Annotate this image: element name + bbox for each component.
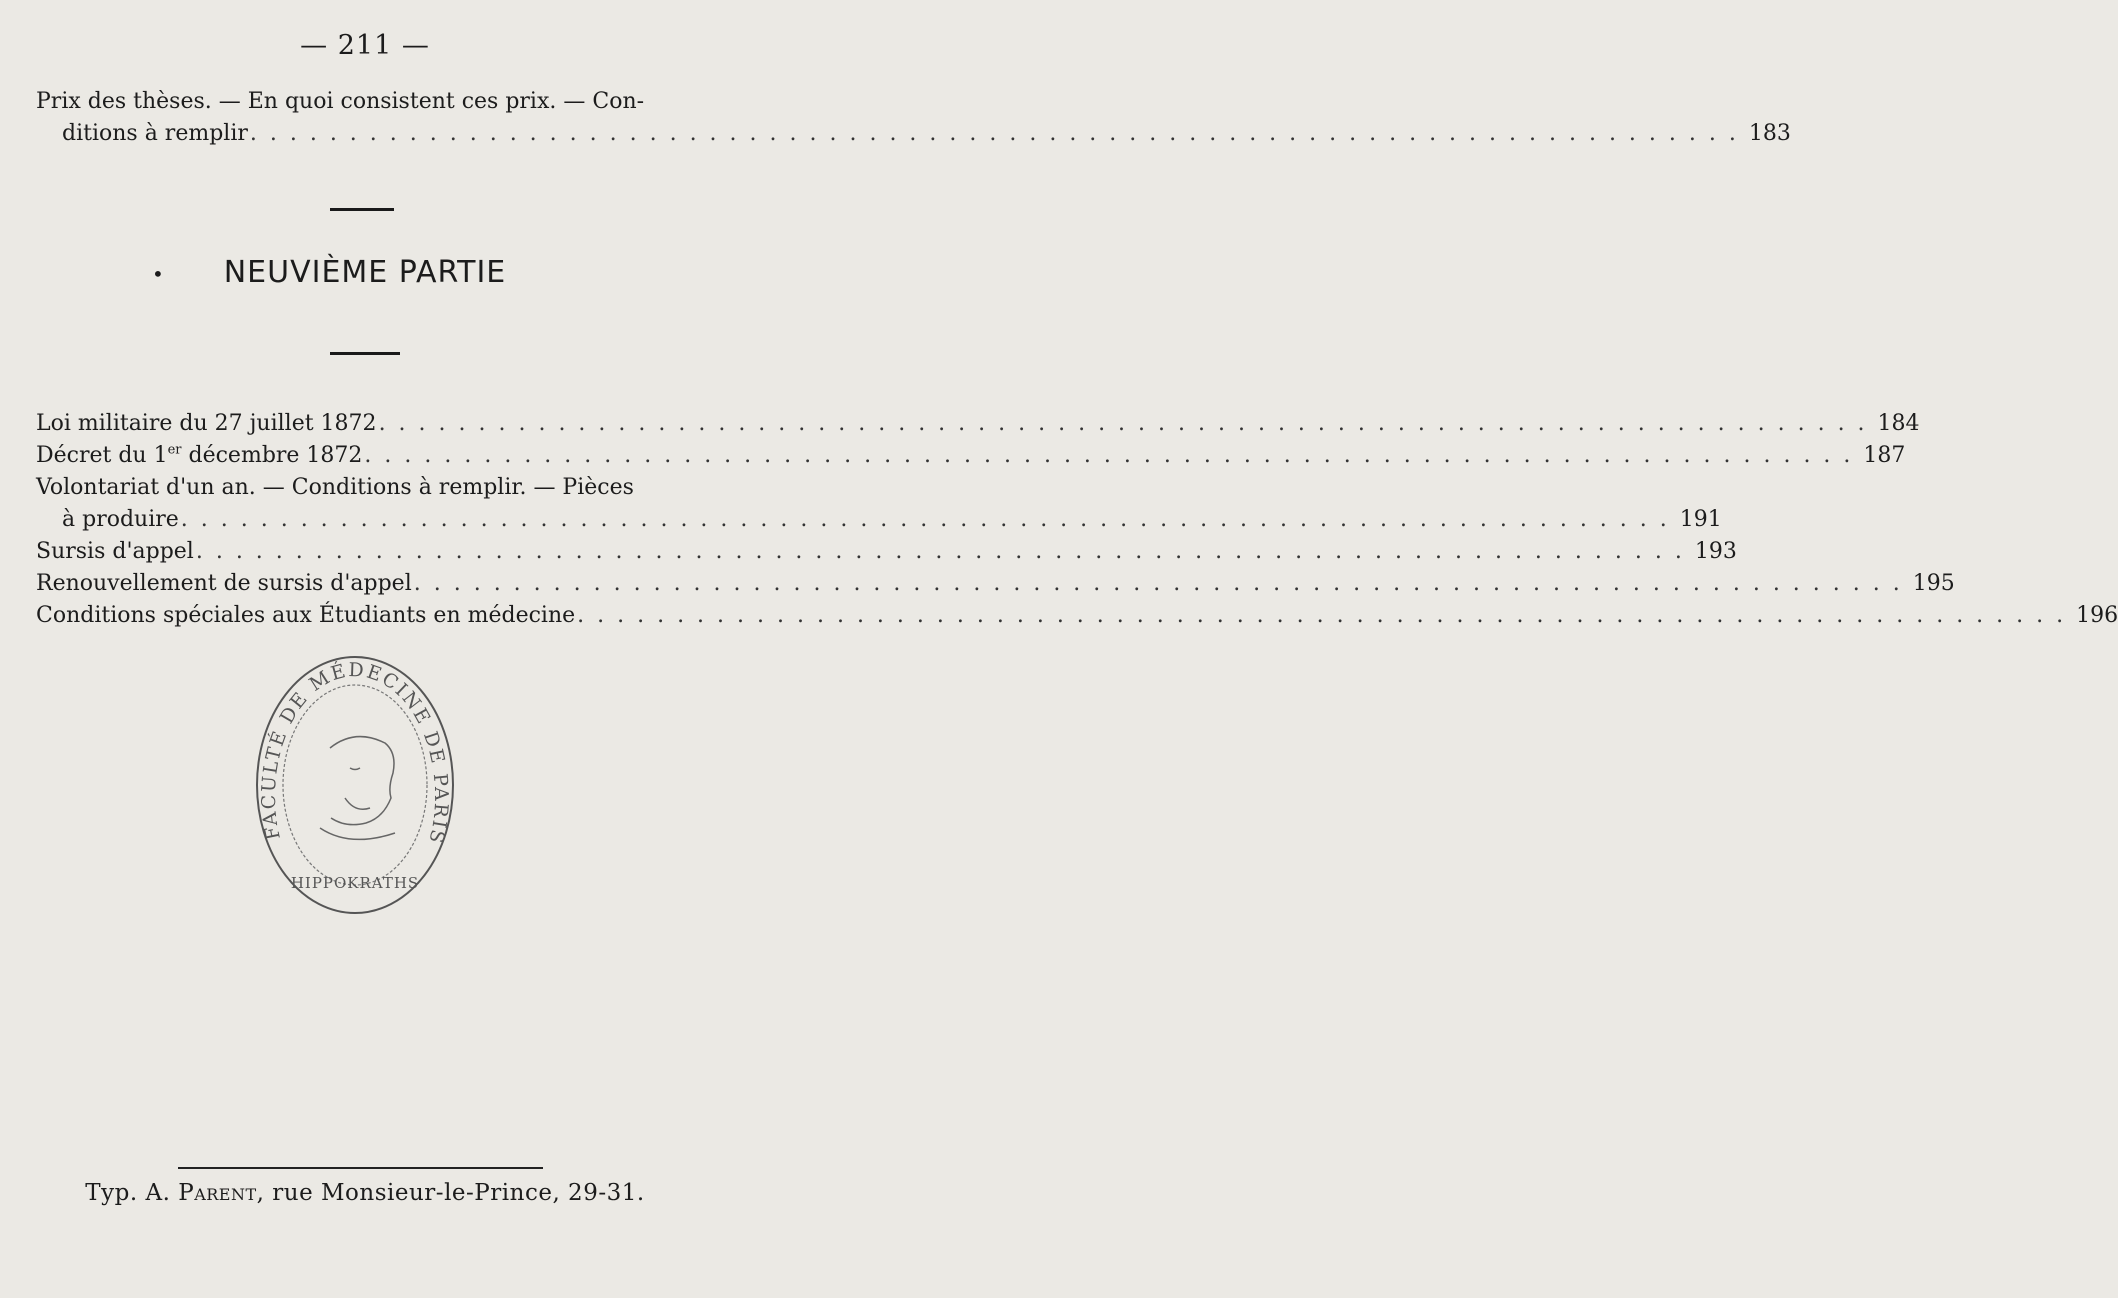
- toc-page-ref: 184: [1877, 411, 1920, 436]
- toc-entry-line: [36, 118, 1791, 150]
- library-stamp-seal: [250, 648, 460, 923]
- toc-page-ref: 193: [1694, 539, 1737, 564]
- toc-page-ref: 183: [1748, 121, 1791, 146]
- printer-imprint: Typ. A. Parent, rue Monsieur-le-Prince, 29-31.: [85, 1180, 645, 1206]
- toc-page-ref: 196: [2076, 603, 2118, 628]
- toc-entry: [36, 472, 696, 504]
- toc-entry: [36, 568, 1955, 600]
- dot-leader: . . . . . . . . . . . . . . . . . . . . . . . . . . . . . . . . . . . . . . . . . . . . . . . . . . . . . . . . . . . . . . . . . . . . . . . . . . .: [378, 411, 1868, 436]
- toc-entry: [36, 600, 2118, 632]
- stamp-outer-text: FACULTÉ DE MÉDECINE DE PARIS: [257, 658, 453, 848]
- divider-rule: [330, 352, 400, 355]
- toc-entry-text: Loi militaire du 27 juillet 1872: [36, 411, 377, 436]
- toc-entry-text: Décret du 1er décembre 1872: [36, 442, 363, 468]
- toc-entry-text: Prix des thèses. — En quoi consistent ces prix. — Con-: [36, 89, 645, 114]
- toc-entry: [36, 440, 1906, 472]
- divider-rule: [330, 208, 394, 211]
- toc-entry: [36, 536, 1737, 568]
- bullet-mark: •: [152, 262, 164, 286]
- dot-leader: . . . . . . . . . . . . . . . . . . . . . . . . . . . . . . . . . . . . . . . . . . . . . . . . . . . . . . . . . . . . . . . . . . . . . . . . . . .: [413, 571, 1903, 596]
- toc-entry-text: à produire: [62, 507, 179, 532]
- toc-page-ref: 187: [1863, 443, 1906, 468]
- dot-leader: . . . . . . . . . . . . . . . . . . . . . . . . . . . . . . . . . . . . . . . . . . . . . . . . . . . . . . . . . . . . . . . . . . . . . . . . . . .: [249, 121, 1739, 146]
- toc-page-ref: 191: [1679, 507, 1722, 532]
- toc-list: [36, 408, 2118, 632]
- toc-entry-text: Sursis d'appel: [36, 539, 194, 564]
- stamp-portrait-icon: [320, 737, 395, 840]
- toc-entry-text: Renouvellement de sursis d'appel: [36, 571, 412, 596]
- footer-rule: [178, 1167, 543, 1169]
- stamp-inner-text: HIPPOKRATHS: [290, 874, 420, 892]
- toc-entry-text: Conditions spéciales aux Étudiants en médecine: [36, 603, 576, 628]
- part-title: NEUVIÈME PARTIE: [223, 255, 507, 290]
- toc-entry-text: ditions à remplir: [62, 121, 248, 146]
- toc-entry: [36, 408, 1920, 440]
- toc-entry-text: Volontariat d'un an. — Conditions à remplir. — Pièces: [36, 475, 634, 500]
- toc-entry-line: [36, 86, 696, 118]
- dot-leader: . . . . . . . . . . . . . . . . . . . . . . . . . . . . . . . . . . . . . . . . . . . . . . . . . . . . . . . . . . . . . . . . . . . . . . . . . . .: [364, 443, 1854, 468]
- stamp-inner-ring: [283, 685, 427, 885]
- dot-leader: . . . . . . . . . . . . . . . . . . . . . . . . . . . . . . . . . . . . . . . . . . . . . . . . . . . . . . . . . . . . . . . . . . . . . . . . . . .: [180, 507, 1670, 532]
- dot-leader: . . . . . . . . . . . . . . . . . . . . . . . . . . . . . . . . . . . . . . . . . . . . . . . . . . . . . . . . . . . . . . . . . . . . . . . . . . .: [195, 539, 1685, 564]
- page-number: — 211 —: [300, 30, 430, 61]
- toc-page-ref: 195: [1912, 571, 1955, 596]
- toc-entry-prix-theses: [36, 86, 1791, 150]
- toc-entry: [36, 504, 1722, 536]
- dot-leader: . . . . . . . . . . . . . . . . . . . . . . . . . . . . . . . . . . . . . . . . . . . . . . . . . . . . . . . . . . . . . . . . . . . . . . . . . . .: [577, 603, 2067, 628]
